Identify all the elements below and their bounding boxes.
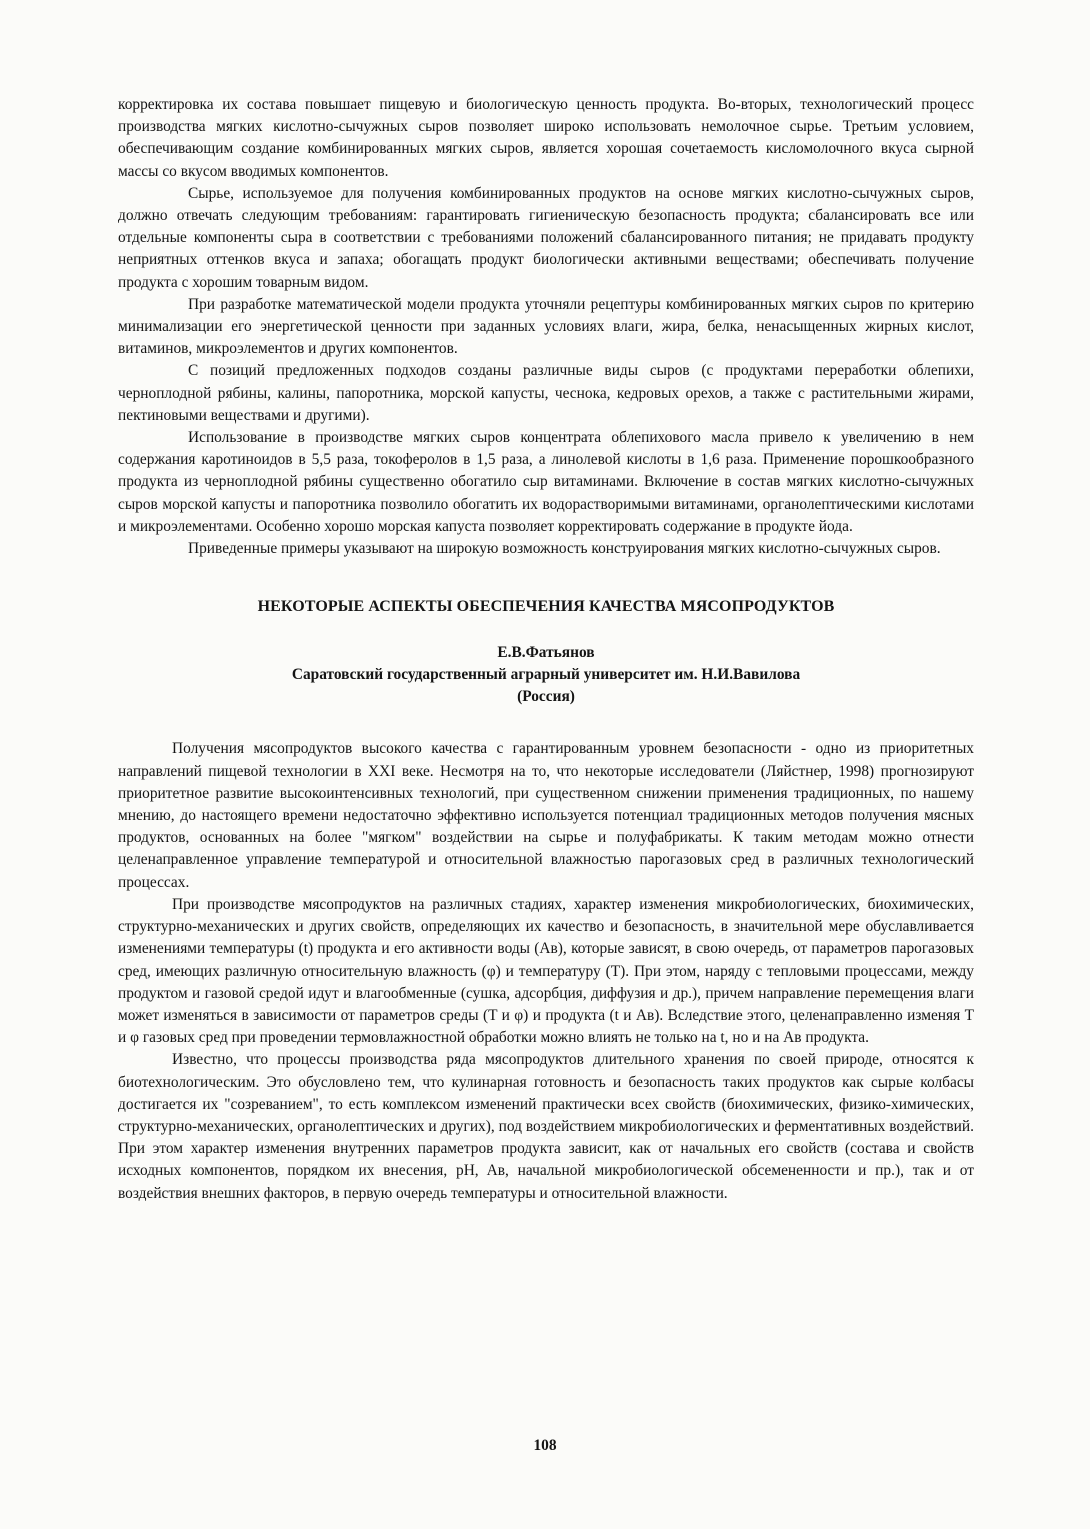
article-author: Е.В.Фатьянов <box>497 644 595 662</box>
paragraph: При производстве мясопродуктов на различных стадиях, характер изменения микробиологических, биохимических, структурно-механических и других свойств, определяющих их качество и безопасность, в значительной мере обуславливается изменениями температуры (t) продукта и его активности воды (Aв), которые зависят, в свою очередь, от параметров парогазовых сред, имеющих различную относительную влажность (φ) и температуру (T). При этом, наряду с тепловыми процессами, между продуктом и газовой средой идут и влагообменные (сушка, адсорбция, диффузия и др.), причем направление перемещения влаги может изменяться в зависимости от параметров среды (T и φ) и продукта (t и Aв). Вследствие этого, целенаправленно изменяя T и φ газовых сред при проведении термовлажностной обработки можно влиять не только на t, но и на Aв продукта. <box>118 895 974 1047</box>
page-number: 108 <box>533 1437 557 1454</box>
paragraph: Сырье, используемое для получения комбинированных продуктов на основе мягких кислотно-сычужных сыров, должно отвечать следующим требованиям: гарантировать гигиеническую безопасность продукта; сбалансировать все или отдельные компоненты сыра в соответствии с требованиями положений сбалансированного питания; не придавать продукту неприятных оттенков вкуса и запаха; обогащать продукт биологически активными веществами; обеспечивать получение продукта с хорошим товарным видом. <box>118 184 974 291</box>
paragraph: С позиций предложенных подходов созданы различные виды сыров (с продуктами переработки облепихи, черноплодной рябины, калины, папоротника, морской капусты, чеснока, кедровых орехов, а также с растительными жирами, пектиновыми веществами и другими). <box>118 362 974 424</box>
paragraph: Известно, что процессы производства ряда мясопродуктов длительного хранения по своей природе, относятся к биотехнологическим. Это обусловлено тем, что кулинарная готовность и безопасность таких продуктов как сырые колбасы достигается их "созреванием", то есть комплексом изменений практически всех свойств (биохимических, физико-химических, структурно-механических, органолептических и других), под воздействием микробиологических и ферментативных воздействий. При этом характер изменения внутренних параметров продукта зависит, как от начальных его свойств (состава и свойств исходных компонентов, порядком их внесения, pH, Aв, начальной микробиологической обсемененности и пр.), так и от воздействия внешних факторов, в первую очередь температуры и относительной влажности. <box>118 1051 974 1202</box>
section-previous-article <box>118 94 974 560</box>
page-content <box>118 94 974 1205</box>
article-affiliation: Саратовский государственный аграрный университет им. Н.И.Вавилова <box>291 666 801 684</box>
paragraph: Получения мясопродуктов высокого качества с гарантированным уровнем безопасности - одно из приоритетных направлений пищевой технологии в XXI веке. Несмотря на то, что некоторые исследователи (Ляйстнер, 1998) прогнозируют приоритетное развитие высокоинтенсивных технологий, при существенном снижении применения традиционных, по нашему мнению, до настоящего времени недостаточно эффективно используется потенциал традиционных методов получения мясных продуктов, основанных на более "мягком" воздействии на сырье и полуфабрикаты. К таким методам можно отнести целенаправленное управление температурой и относительной влажностью парогазовых сред в различных технологический процессах. <box>118 740 974 891</box>
paragraph: Приведенные примеры указывают на широкую возможность конструирования мягких кислотно-сычужных сыров. <box>188 540 941 558</box>
paragraph: корректировка их состава повышает пищевую и биологическую ценность продукта. Во-вторых, технологический процесс производства мягких кислотно-сычужных сыров позволяет широко использовать немолочное сырье. Третьим условием, обеспечивающим создание комбинированных мягких сыров, является хорошая сочетаемость кисломолочного вкуса сырной массы со вкусом вводимых компонентов. <box>118 96 974 180</box>
article-country: (Россия) <box>517 688 575 706</box>
article-title: НЕКОТОРЫЕ АСПЕКТЫ ОБЕСПЕЧЕНИЯ КАЧЕСТВА МЯСОПРОДУКТОВ <box>257 598 835 616</box>
paragraph: При разработке математической модели продукта уточняли рецептуры комбинированных мягких сыров по критерию минимализации его энергетической ценности при заданных условиях влаги, жира, белка, ненасыщенных жирных кислот, витаминов, микроэлементов и других компонентов. <box>118 295 974 358</box>
article-body <box>118 738 974 1204</box>
paragraph: Использование в производстве мягких сыров концентрата облепихового масла привело к увеличению в нем содержания каротиноидов в 5,5 раза, токоферолов в 1,5 раза, а линолевой кислоты в 1,6 раза. Применение порошкообразного продукта из черноплодной рябины существенно обогатило сыр витаминами. Включение в состав мягких кислотно-сычужных сыров морской капусты и папоротника позволило обогатить их водорастворимыми витаминами, органолептическими кислотами и микроэлементами. Особенно хорошо морская капуста позволяет корректировать содержание в продукте йода. <box>118 429 974 535</box>
